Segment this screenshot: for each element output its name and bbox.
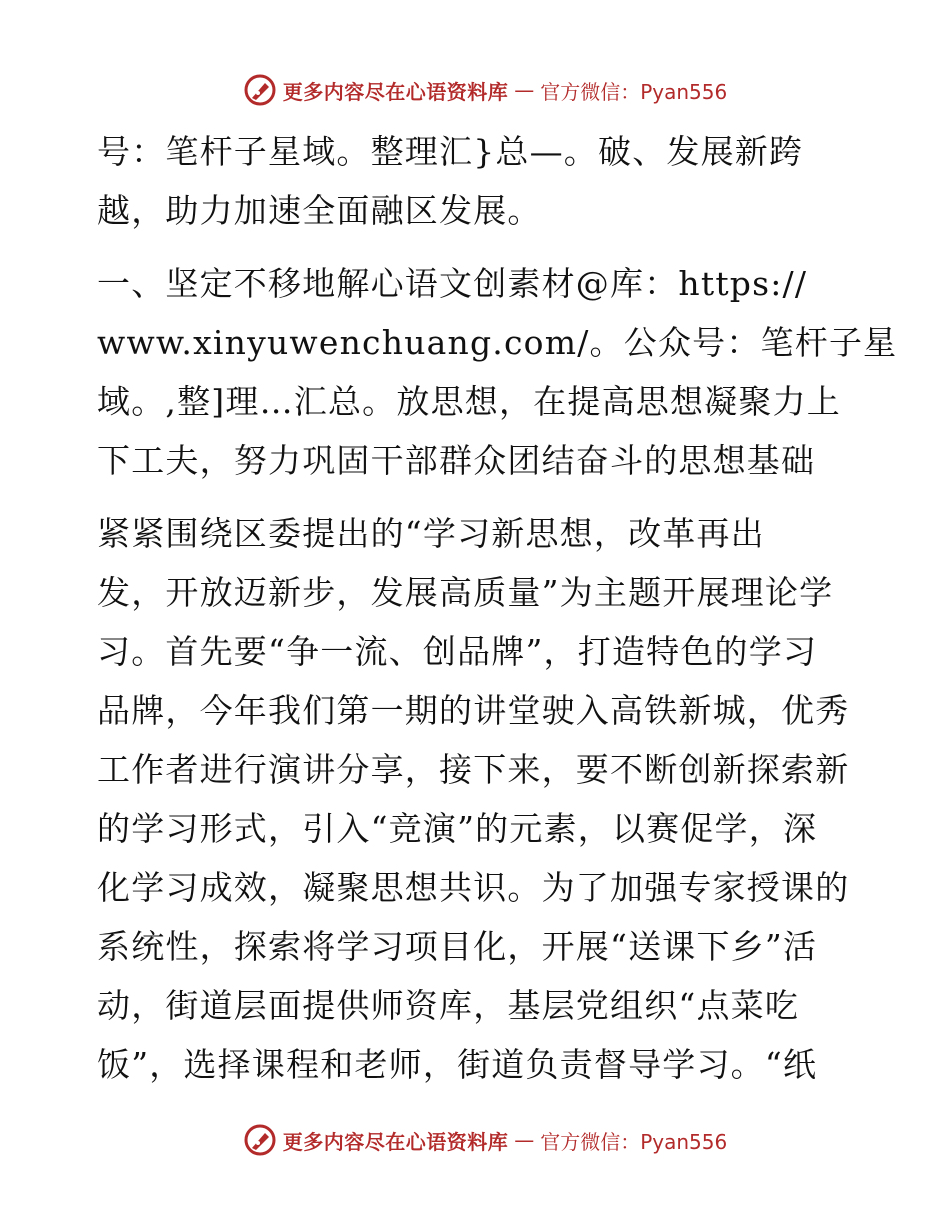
header-banner — [0, 70, 950, 110]
text-line: 系统性，探索将学习项目化，开展“送课下乡”活 — [97, 927, 818, 966]
text-line: 紧紧围绕区委提出的“学习新思想，改革再出 — [97, 514, 765, 553]
footer-banner-text: 更多内容尽在心语资料库 — [282, 1129, 509, 1154]
paragraph-gap — [97, 240, 857, 254]
text-line: 习。首先要“争一流、创品牌”，打造特色的学习 — [97, 632, 818, 671]
text-line: 化学习成效，凝聚思想共识。为了加强专家授课的 — [97, 868, 850, 907]
text-line: 饭”，选择课程和老师，街道负责督导学习。“纸 — [97, 1045, 818, 1084]
text-line: 下工夫，努力巩固干部群众团结奋斗的思想基础 — [97, 441, 816, 480]
text-line: 品牌，今年我们第一期的讲堂驶入高铁新城，优秀 — [97, 691, 850, 730]
pen-nib-logo-icon — [243, 73, 277, 107]
header-banner-wechat: 官方微信：Pyan556 — [540, 79, 728, 104]
footer-banner-inner — [243, 1123, 728, 1157]
text-line: 号：笔杆子星域。整理汇}总—。破、发展新跨 — [97, 132, 804, 171]
section-heading-line: 一、坚定不移地解心语文创素材@库：https:// — [97, 264, 808, 303]
header-banner-text: 更多内容尽在心语资料库 — [282, 79, 509, 104]
paragraph-gap — [97, 490, 857, 504]
paragraph — [97, 254, 898, 490]
text-line: 工作者进行演讲分享，接下来，要不断创新探索新 — [97, 750, 850, 789]
document-body — [97, 122, 898, 1094]
paragraph — [97, 122, 857, 240]
text-line: 域。,整]理…汇总。放思想，在提高思想凝聚力上 — [97, 382, 841, 421]
text-line: 越，助力加速全面融区发展。 — [97, 191, 542, 230]
footer-banner-separator: — — [514, 1128, 535, 1152]
text-line: www.xinyuwenchuang.com/。公众号：笔杆子星 — [97, 323, 898, 362]
footer-banner-wechat: 官方微信：Pyan556 — [540, 1129, 728, 1154]
footer-banner — [0, 1120, 950, 1160]
header-banner-separator: — — [514, 78, 535, 102]
pen-nib-logo-icon — [243, 1123, 277, 1157]
text-line: 动，街道层面提供师资库，基层党组织“点菜吃 — [97, 986, 800, 1025]
text-line: 发，开放迈新步，发展高质量”为主题开展理论学 — [97, 573, 834, 612]
paragraph — [97, 504, 857, 1094]
text-line: 的学习形式，引入“竞演”的元素，以赛促学，深 — [97, 809, 818, 848]
header-banner-inner — [243, 73, 728, 107]
